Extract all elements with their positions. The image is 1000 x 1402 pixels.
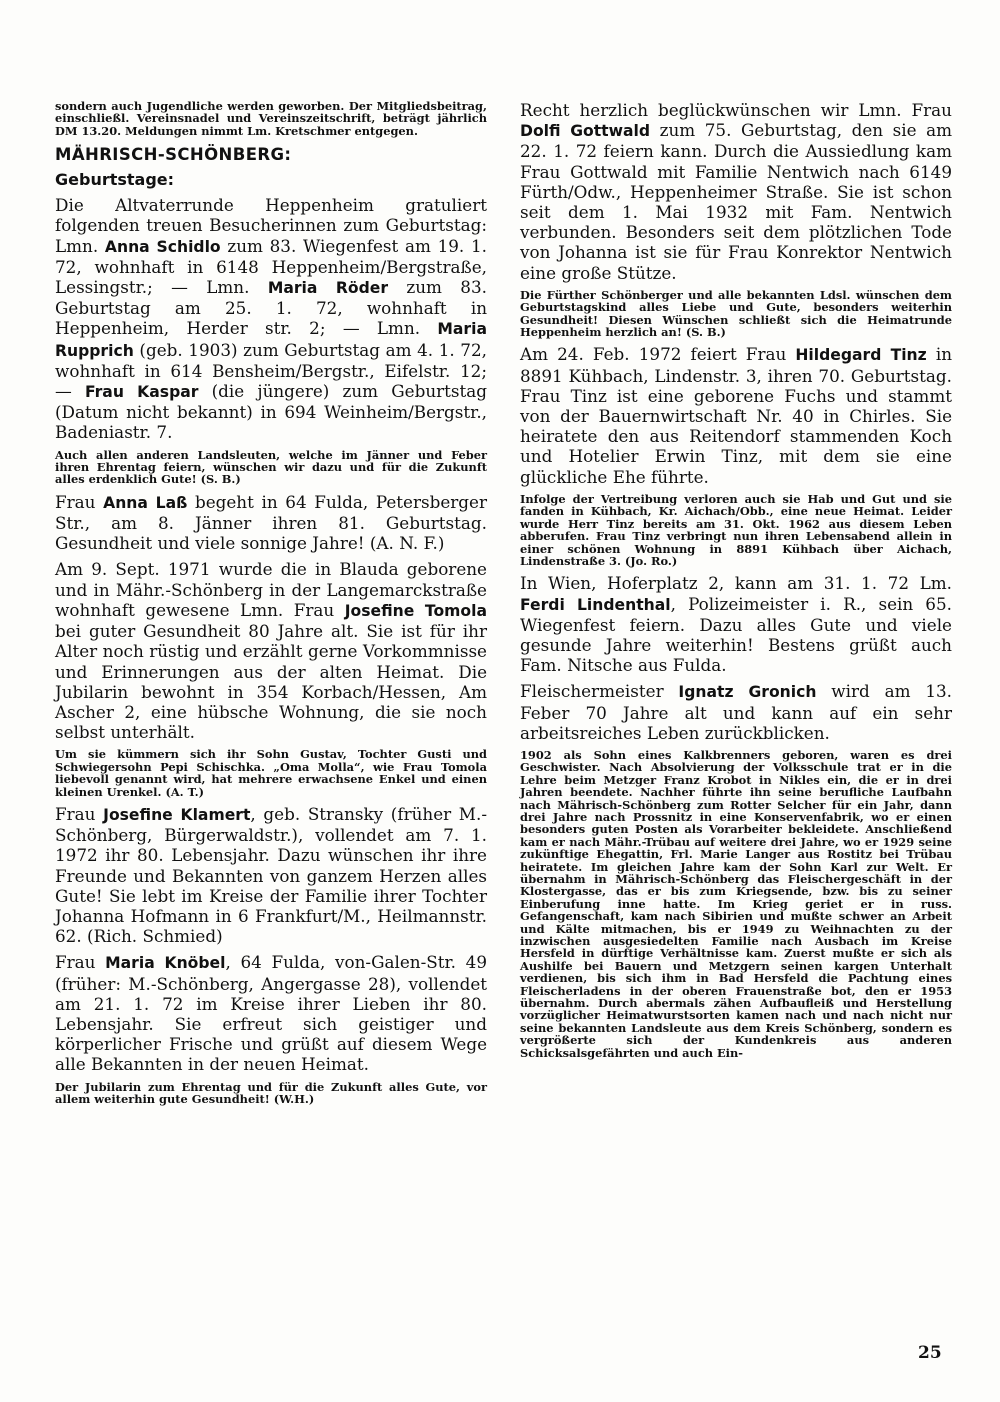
person-name: Hildegard Tinz — [795, 346, 927, 365]
note-paragraph: Auch allen anderen Landsleuten, welche im Jänner und Feber ihren Ehrentag feiern, wünschen wir dazu und für die Zukunft alles erdenklich Gute! (S. B.) — [55, 447, 487, 487]
person-name: Anna Laß — [103, 493, 188, 512]
person-name: Ferdi Lindenthal — [520, 595, 671, 614]
person-name: Frau Kaspar — [84, 383, 199, 402]
author-signature: (W.H.) — [273, 1091, 315, 1106]
person-name: Maria Knöbel — [105, 954, 226, 973]
note-paragraph: Infolge der Vertreibung verloren auch sie Hab und Gut und sie fanden in Kühbach, Kr. Aichach/Obb., eine neue Heimat. Leider wurde Herr Tinz bereits am 31. Okt. 1962 aus diesem Leben abberufen. Frau Tinz verbringt nun ihren Lebensabend allein in einer schönen Wohnung in 8891 Kühbach über Aichach, Lindenstraße 3. (Jo. Ro.) — [520, 491, 952, 568]
person-name: Maria Röder — [267, 279, 389, 298]
person-name: Josefine Klamert — [103, 805, 251, 824]
author-signature: (S. B.) — [200, 472, 241, 487]
page-number: 25 — [918, 1343, 942, 1363]
author-signature: (S. B.) — [685, 325, 726, 340]
person-name: Dolfi Gottwald — [520, 122, 651, 141]
left-column — [55, 100, 487, 1111]
note-paragraph: Die Fürther Schönberger und alle bekannten Ldsl. wünschen dem Geburtstagskind alles Liebe und Gute, besonders weiterhin Gesundheit! Diesen Wünschen schließt sich die Heimatrunde Heppenheim herzlich an! (S. B.) — [520, 287, 952, 340]
section-subheading: Geburtstage: — [55, 170, 175, 190]
note-paragraph: Der Jubilarin zum Ehrentag und für die Zukunft alles Gute, vor allem weiterhin gute Gesundheit! (W.H.) — [55, 1079, 487, 1106]
birthday-paragraph-tinz: Am 24. Feb. 1972 feiert Frau Hildegard Tinz in 8891 Kühbach, Lindenstr. 3, ihren 70. Geburtstag. Frau Tinz ist eine geborene Fuchs und stammt von der Bauernwirtschaft Nr. 40 in Chirles. Sie heiratete den aus Reitendorf stammenden Koch und Hotelier Erwin Tinz, mit dem sie eine glückliche Ehe führte. — [520, 344, 952, 487]
section-heading: MÄHRISCH-SCHÖNBERG: — [55, 145, 292, 165]
birthday-paragraph-tomola: Am 9. Sept. 1971 wurde die in Blauda geborene und in Mähr.-Schönberg in der Langemarckstraße wohnhaft gewesene Lmn. Frau Josefine Tomola bei guter Gesundheit 80 Jahre alt. Sie ist für ihr Alter noch rüstig und erzählt gerne Vorkommnisse und Erinnerungen aus der alten Heimat. Die Jubilarin bewohnt in 354 Korbach/Hessen, Am Ascher 2, eine hübsche Wohnung, die sie noch selbst unterhält. — [55, 559, 487, 743]
birthday-paragraph-klamert: Frau Josefine Klamert, geb. Stransky (früher M.-Schönberg, Bürgerwaldstr.), vollendet am 7. 1. 1972 ihr 80. Lebensjahr. Dazu wünschen ihr ihre Freunde und Bekannten von ganzem Herzen alles Gute! Sie lebt im Kreise der Familie ihrer Tochter Johanna Hofmann in 6 Frankfurt/M., Heilmannstr. 62. (Rich. Schmied) — [55, 803, 487, 947]
right-column — [520, 100, 952, 1065]
birthday-paragraph-heppenheim: Die Altvaterrunde Heppenheim gratuliert folgenden treuen Besucherinnen zum Geburtstag: Lmn. Anna Schidlo zum 83. Wiegenfest am 19. 1. 72, wohnhaft in 6148 Heppenheim/Bergstraße, Lessingstr.; — Lmn. Maria Röder zum 83. Geburtstag am 25. 1. 72, wohnhaft in Heppenheim, Herder str. 2; — Lmn. Maria Rupprich (geb. 1903) zum Geburtstag am 4. 1. 72, wohnhaft in 614 Bensheim/Bergstr., Eifelstr. 12; — Frau Kaspar (die jüngere) zum Geburtstag (Datum nicht bekannt) in 694 Weinheim/Bergstr., Badeniastr. 7. — [55, 195, 487, 443]
birthday-paragraph-knoebel: Frau Maria Knöbel, 64 Fulda, von-Galen-Str. 49 (früher: M.-Schönberg, Angergasse 28), vollendet am 21. 1. 72 im Kreise ihrer Lieben ihr 80. Lebensjahr. Sie erfreut sich geistiger und körperlicher Frische und grüßt auf diesem Wege alle Bekannten in der neuen Heimat. — [55, 952, 488, 1075]
birthday-paragraph-gottwald: Recht herzlich beglückwünschen wir Lmn. Frau Dolfi Gottwald zum 75. Geburtstag, den sie am 22. 1. 72 feiern kann. Durch die Aussiedlung kam Frau Gottwald mit Familie Nentwich nach 6149 Fürth/Odw., Heppenheimer Straße. Sie ist schon seit dem 1. Mai 1932 mit Fam. Nentwich verbunden. Besonders seit dem plötzlichen Tode von Johanna ist sie für Frau Konrektor Nentwich eine große Stütze. — [520, 100, 952, 283]
person-name: Maria Rupprich — [55, 320, 487, 360]
intro-paragraph: sondern auch Jugendliche werden geworben. Der Mitgliedsbeitrag, einschließl. Vereinsnadel und Vereinszeitschrift, beträgt jährlich DM 13.20. Meldungen nimmt Lm. Kretschmer entgegen. — [55, 99, 487, 138]
person-name: Josefine Tomola — [344, 601, 487, 620]
person-name: Anna Schidlo — [104, 237, 221, 256]
author-signature: (A. T.) — [165, 784, 204, 799]
birthday-paragraph-gronich: Fleischermeister Ignatz Gronich wird am 13. Feber 70 Jahre alt und kann auf ein sehr arbeitsreiches Leben zurückblicken. — [520, 681, 953, 743]
person-name: Ignatz Gronich — [678, 683, 817, 702]
note-paragraph: Um sie kümmern sich ihr Sohn Gustav, Tochter Gusti und Schwiegersohn Pepi Schischka. „Oma Molla“, wie Frau Tomola liebevoll genannt wird, hat mehrere erwachsene Enkel und einen kleinen Urenkel. (A. T.) — [55, 747, 487, 799]
biography-paragraph: 1902 als Sohn eines Kalkbrenners geboren, waren es drei Geschwister. Nach Absolvierung der Volksschule trat er in die Lehre beim Metzger Franz Krobot in Nikles ein, die er in drei Jahren beendete. Nachher führte ihn seine berufliche Laufbahn nach Mährisch-Schönberg zum Rotter Selcher für ein Jahr, dann drei Jahre nach Prossnitz in eine Konservenfabrik, wo er einen besonders guten Posten als Vorarbeiter bekleidete. Anschließend kam er nach Mähr.-Trübau auf weitere drei Jahre, wo er 1929 seine zukünftige Ehegattin, Frl. Marie Langer aus Rostitz bei Trübau heiratete. Im gleichen Jahre kam der Sohn Karl zur Welt. Er übernahm in Mährisch-Schönberg das Fleischergeschäft in der Klostergasse, das er bis zum Kriegsende, bzw. bis zu seiner Einberufung inne hatte. Im Krieg geriet er in russ. Gefangenschaft, kam nach Sibirien und mußte schwer an Arbeit und Kälte mitmachen, bis er 1949 zu Weihnachten zu der inzwischen ausgesiedelten Familie nach Ausbach im Kreise Hersfeld in dürftige Verhältnisse kam. Zuerst mußte er sich als Aushilfe bei Bauern und Metzgern seinen kargen Unterhalt verdienen, bis sich ihm in Bad Hersfeld die Pachtung eines Fleischerladens in der oberen Frauenstraße bot, den er 1953 übernahm. Durch abermals zähen Aufbaufleiß und Herstellung vorzüglicher Heimatwurstsorten kamen nach und nach nicht nur seine bekannten Landsleute aus dem Kreis Schönberg, sondern es vergrößerte sich der Kundenkreis aus anderen Schicksalsgefährten und auch Ein- — [520, 747, 952, 1060]
birthday-paragraph-lindenthal: In Wien, Hoferplatz 2, kann am 31. 1. 72 Lm. Ferdi Lindenthal, Polizeimeister i. R., sein 65. Wiegenfest feiern. Dazu alles Gute und viele gesunde Jahre weiterhin! Bestens grüßt auch Fam. Nitsche aus Fulda. — [520, 573, 952, 676]
author-signature: (Jo. Ro.) — [624, 553, 678, 568]
birthday-paragraph-lass: Frau Anna Laß begeht in 64 Fulda, Petersberger Str., am 8. Jänner ihren 81. Geburtstag. Gesundheit und viele sonnige Jahre! (A. N. F.) — [55, 491, 487, 554]
